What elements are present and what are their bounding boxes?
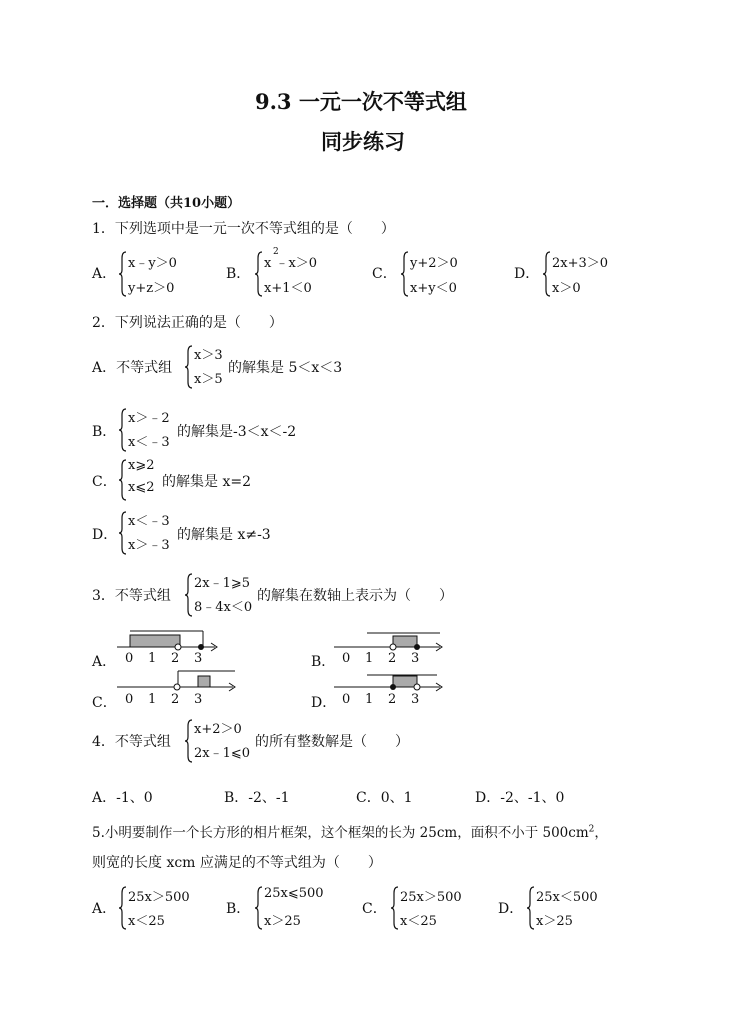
- q3-b-tick-0: 0: [342, 651, 351, 666]
- q5-option-a-label: A．: [92, 901, 117, 917]
- q1-option-a-label: A．: [92, 266, 117, 282]
- q1-b-line2: x+1＜0: [264, 281, 312, 296]
- q1-a-line1: x﹣y＞0: [128, 256, 177, 271]
- q3-d-tick-2: 2: [388, 692, 397, 707]
- q2-d-line1: x＜﹣3: [128, 514, 170, 529]
- q3-b-tick-3: 3: [411, 651, 420, 666]
- q1-option-c-system: [400, 250, 480, 298]
- q2-option-a-system: [184, 344, 234, 390]
- q3-b-tick-2: 2: [388, 651, 397, 666]
- brace-icon: [184, 344, 194, 390]
- q5-line1: [92, 821, 608, 841]
- q3-post: 的解集在数轴上表示为（ ）: [257, 588, 453, 604]
- question-1-stem: 1．下列选项中是一元一次不等式组的是（ ）: [92, 221, 395, 237]
- q5-b-line2: x＞25: [264, 914, 301, 929]
- q2-a-post: 的解集是 5＜x＜3: [228, 360, 343, 376]
- q2-option-b-system: [118, 407, 180, 453]
- q2-b-line1: x＞﹣2: [128, 411, 170, 426]
- q3-system: [184, 572, 264, 618]
- q3-option-a-label: A．: [92, 654, 117, 670]
- brace-icon: [390, 885, 400, 931]
- q3-pre: 3．不等式组: [92, 588, 171, 604]
- q5-c-line1: 25x＞500: [400, 890, 462, 905]
- q3-option-b-label: B．: [311, 654, 336, 670]
- q2-c-line1: x⩾2: [128, 458, 155, 473]
- q2-option-c-system: [118, 458, 168, 502]
- q3-a-tick-0: 0: [125, 651, 134, 666]
- q5-a-line2: x＜25: [128, 914, 165, 929]
- q2-b-pre: B．: [92, 424, 117, 440]
- q1-b-exponent: 2: [273, 247, 279, 257]
- q1-d-line2: x＞0: [552, 281, 581, 296]
- q5-d-line2: x＞25: [536, 914, 573, 929]
- q3-d-tick-1: 1: [365, 692, 374, 707]
- brace-icon: [526, 885, 536, 931]
- q2-b-post: 的解集是-3＜x＜-2: [177, 424, 297, 440]
- q5-line2: 则宽的长度 xcm 应满足的不等式组为（ ）: [92, 855, 382, 871]
- q4-line2: 2x﹣1⩽0: [194, 746, 251, 761]
- q2-b-line2: x＜﹣3: [128, 435, 170, 450]
- q5-option-c-system: [390, 885, 480, 931]
- q1-option-d-label: D．: [514, 266, 540, 282]
- q2-d-line2: x＞﹣3: [128, 538, 170, 553]
- q3-line2: 8﹣4x＜0: [194, 600, 253, 615]
- q3-b-tick-1: 1: [365, 651, 374, 666]
- page-title: 9.3 一元一次不等式组: [255, 89, 467, 114]
- section-heading: 一．选择题（共10小题）: [92, 196, 241, 211]
- q1-option-b-label: B．: [226, 266, 251, 282]
- q5-line1-end: ，: [594, 825, 608, 841]
- q4-post: 的所有整数解是（ ）: [255, 734, 409, 750]
- q5-option-d-system: [526, 885, 616, 931]
- q4-option-c: C．0、1: [356, 790, 413, 806]
- q1-b-line1: x ﹣x＞0: [264, 256, 318, 271]
- q3-a-tick-3: 3: [194, 651, 203, 666]
- q5-option-d-label: D．: [498, 901, 524, 917]
- q3-d-tick-0: 0: [342, 692, 351, 707]
- q5-b-line1: 25x⩽500: [264, 886, 324, 901]
- q5-option-b-label: B．: [226, 901, 251, 917]
- q4-option-a: A．-1、0: [92, 790, 153, 806]
- q3-c-tick-2: 2: [171, 692, 180, 707]
- q1-option-b-system: [254, 247, 344, 298]
- q4-option-b: B．-2、-1: [224, 790, 290, 806]
- question-2-stem: 2．下列说法正确的是（ ）: [92, 315, 283, 331]
- q3-c-tick-0: 0: [125, 692, 134, 707]
- brace-icon: [118, 458, 128, 502]
- q1-d-line1: 2x+3＞0: [552, 256, 609, 271]
- q5-a-line1: 25x＞500: [128, 890, 190, 905]
- q3-c-tick-3: 3: [194, 692, 203, 707]
- q3-option-c-label: C．: [92, 695, 117, 711]
- q2-a-line2: x＞5: [194, 372, 223, 387]
- q3-a-tick-2: 2: [171, 651, 180, 666]
- q3-a-tick-1: 1: [148, 651, 157, 666]
- brace-icon: [254, 885, 264, 931]
- q4-pre: 4．不等式组: [92, 734, 171, 750]
- brace-icon: [118, 885, 128, 931]
- brace-icon: [118, 510, 128, 556]
- q2-d-pre: D．: [92, 527, 118, 543]
- q1-c-line1: y+2＞0: [410, 256, 458, 271]
- q2-c-pre: C．: [92, 474, 117, 490]
- q1-option-a-system: [118, 250, 198, 298]
- q2-c-post: 的解集是 x=2: [162, 474, 251, 490]
- q5-option-a-system: [118, 885, 208, 931]
- q5-line1-exponent: 2: [588, 824, 595, 835]
- page-subtitle: 同步练习: [321, 129, 405, 154]
- q2-a-line1: x＞3: [194, 348, 223, 363]
- q3-c-tick-1: 1: [148, 692, 157, 707]
- q4-option-d: D．-2、-1、0: [475, 790, 565, 806]
- q3-option-d-label: D．: [311, 695, 337, 711]
- q2-c-line2: x⩽2: [128, 480, 155, 495]
- brace-icon: [184, 718, 194, 764]
- brace-icon: [254, 250, 264, 298]
- brace-icon: [184, 572, 194, 618]
- brace-icon: [118, 250, 128, 298]
- q1-option-d-system: [542, 250, 622, 298]
- brace-icon: [118, 407, 128, 453]
- q4-system: [184, 718, 259, 764]
- q3-line1: 2x﹣1⩾5: [194, 576, 251, 591]
- q2-d-post: 的解集是 x≠-3: [177, 527, 271, 543]
- q2-option-d-system: [118, 510, 180, 556]
- q5-option-c-label: C．: [362, 901, 387, 917]
- q1-a-line2: y+z＞0: [128, 281, 175, 296]
- q2-a-pre: A．不等式组: [92, 360, 173, 376]
- q5-c-line2: x＜25: [400, 914, 437, 929]
- brace-icon: [542, 250, 552, 298]
- q5-option-b-system: [254, 885, 344, 931]
- q5-line1-text: 5.小明要制作一个长方形的相片框架，这个框架的长为 25cm，面积不小于 500cm: [92, 825, 589, 841]
- q4-line1: x+2＞0: [194, 722, 242, 737]
- q1-option-c-label: C．: [372, 266, 397, 282]
- q5-d-line1: 25x＜500: [536, 890, 598, 905]
- brace-icon: [400, 250, 410, 298]
- q1-c-line2: x+y＜0: [410, 281, 457, 296]
- q3-d-tick-3: 3: [411, 692, 420, 707]
